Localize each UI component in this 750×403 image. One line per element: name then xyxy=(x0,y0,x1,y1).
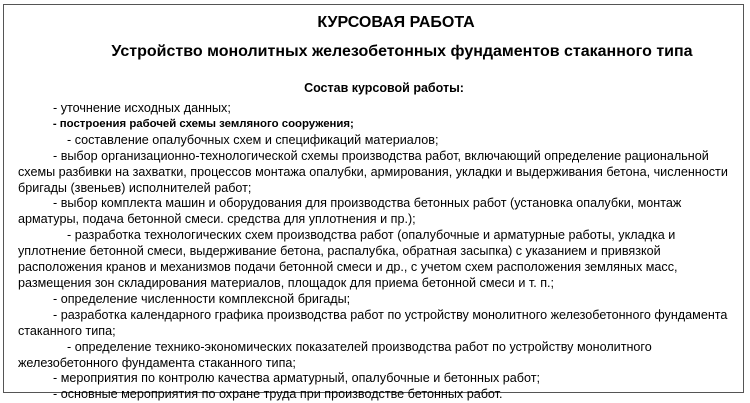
list-item: - выбор организационно-технологической схемы производства работ, включающий определение рациональной схемы разбивки на захватки, процессов монтажа опалубки, армирования, укладки и выдерживания бетона, численности бригады (звеньев) исполнителей работ; xyxy=(18,148,732,195)
list-item: - определение численности комплексной бригады; xyxy=(18,291,351,306)
list-item: - мероприятия по контролю качества арматурный, опалубочные и бетонных работ; xyxy=(18,371,541,386)
list-item: - составление опалубочных схем и спецификаций материалов; xyxy=(18,132,439,147)
document-subtitle: Устройство монолитных железобетонных фундаментов стаканного типа xyxy=(111,43,693,60)
work-composition-list xyxy=(18,101,730,403)
list-item: - разработка календарного графика производства работ по устройству монолитного железобетонного фундамента стаканного типа; xyxy=(18,307,731,338)
list-item: - уточнение исходных данных; xyxy=(18,101,231,115)
list-item: - определение технико-экономических показателей производства работ по устройству монолитного железобетонного фундамента стаканного типа; xyxy=(18,339,656,370)
list-item: - выбор комплекта машин и оборудования для производства бетонных работ (установка опалубки, монтаж арматуры, подача бетонной смеси. средства для уплотнения и пр.); xyxy=(18,196,685,227)
list-item: - построения рабочей схемы земляного сооружения; xyxy=(18,117,354,130)
list-item: - основные мероприятия по охране труда при производстве бетонных работ. xyxy=(18,387,503,402)
list-item: - разработка технологических схем производства работ (опалубочные и арматурные работы, укладка и уплотнение бетонной смеси, выдерживание бетона, распалубка, обратная засыпка) с указанием и привязкой расположения кранов и механизмов подачи бетонной смеси и др., с учетом схем расположения земляных масс, размещения зон складирования материалов, площадок для приема бетонной смеси и т. п.; xyxy=(18,228,682,290)
document-title: КУРСОВАЯ РАБОТА xyxy=(317,14,475,31)
section-title: Состав курсовой работы: xyxy=(304,81,464,95)
